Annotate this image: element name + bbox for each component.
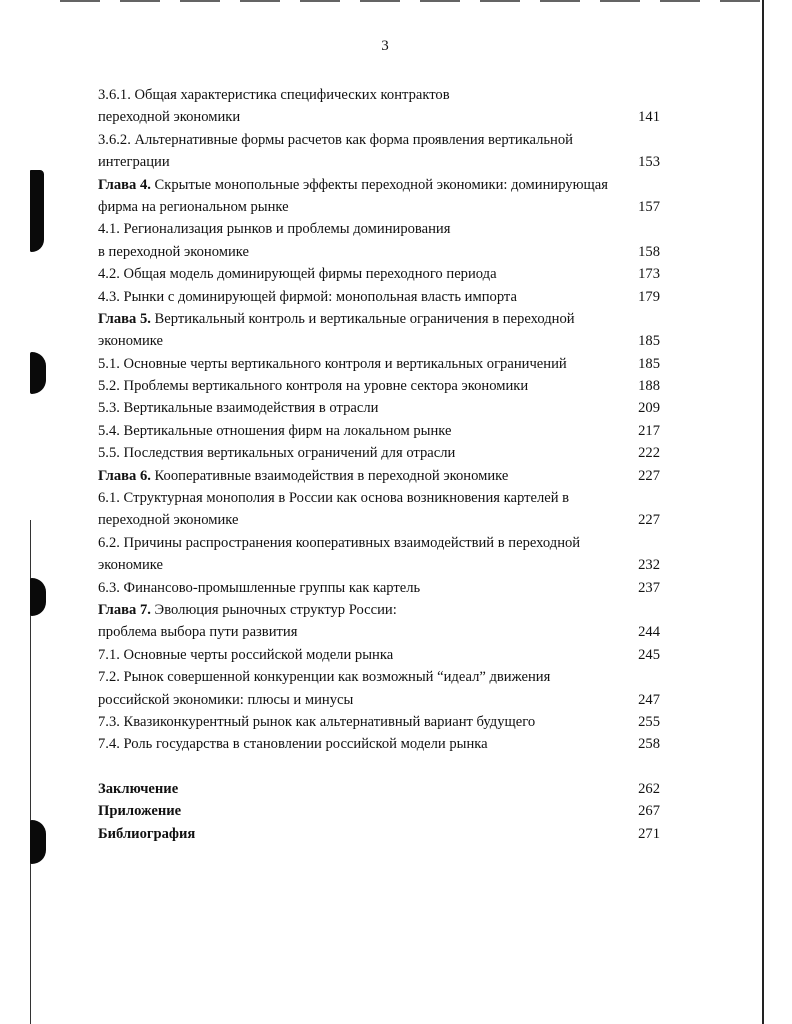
toc-title xyxy=(98,263,497,285)
page-number: 3 xyxy=(381,38,389,54)
toc-title-text: интеграции xyxy=(98,154,170,171)
toc-title xyxy=(98,509,238,531)
toc-title-text: 5.2. Проблемы вертикального контроля на уровне сектора экономики xyxy=(98,378,529,395)
toc-title xyxy=(98,577,420,599)
toc-row xyxy=(98,487,668,509)
toc-title-text: 7.3. Квазиконкурентный рынок как альтернативный вариант будущего xyxy=(98,713,536,730)
toc-title-text: экономике xyxy=(98,333,163,350)
toc-title-text: 7.2. Рынок совершенной конкуренции как возможный “идеал” движения xyxy=(98,669,551,686)
toc-title-text: 6.1. Структурная монополия в России как основа возникновения картелей в xyxy=(98,490,570,507)
toc-row xyxy=(98,151,668,173)
toc-title xyxy=(98,644,393,666)
toc-row xyxy=(98,711,668,733)
toc-title xyxy=(98,308,575,330)
toc-title xyxy=(98,621,297,643)
toc-row xyxy=(98,353,668,375)
toc-title xyxy=(98,196,289,218)
toc-title xyxy=(98,465,508,487)
toc-row xyxy=(98,509,668,531)
toc-row xyxy=(98,644,668,666)
toc-title xyxy=(98,286,517,308)
toc-title-text: Библиография xyxy=(98,825,196,842)
toc-page: 227 xyxy=(638,467,660,484)
toc-page: 188 xyxy=(638,378,660,395)
toc-title xyxy=(98,353,567,375)
toc-row-bibliography xyxy=(98,823,668,845)
toc-title xyxy=(98,375,528,397)
toc-title-text: 4.2. Общая модель доминирующей фирмы переходного периода xyxy=(98,266,497,283)
toc-title-text: в переходной экономике xyxy=(98,243,250,260)
toc-page: 158 xyxy=(638,243,660,260)
toc-title xyxy=(98,330,163,352)
toc-row xyxy=(98,465,668,487)
toc-page: 245 xyxy=(638,646,660,663)
toc-title xyxy=(98,397,378,419)
toc-row-conclusion xyxy=(98,778,668,800)
table-of-contents xyxy=(98,84,668,845)
toc-row xyxy=(98,241,668,263)
toc-title xyxy=(98,733,488,755)
toc-row xyxy=(98,106,668,128)
toc-row xyxy=(98,689,668,711)
toc-row xyxy=(98,420,668,442)
toc-title xyxy=(98,711,535,733)
toc-title xyxy=(98,218,450,240)
toc-title-text: 5.1. Основные черты вертикального контроля и вертикальных ограничений xyxy=(98,355,567,372)
toc-title xyxy=(98,689,353,711)
toc-title xyxy=(98,487,569,509)
toc-title xyxy=(98,106,240,128)
toc-page: 262 xyxy=(638,780,660,797)
toc-title-text: Заключение xyxy=(98,780,179,797)
toc-title xyxy=(98,241,249,263)
toc-page: 237 xyxy=(638,579,660,596)
toc-title-text: Кооперативные взаимодействия в переходной экономике xyxy=(150,467,509,484)
toc-title xyxy=(98,151,170,173)
toc-page: 227 xyxy=(638,512,660,529)
toc-row xyxy=(98,263,668,285)
toc-page: 185 xyxy=(638,333,660,350)
toc-row xyxy=(98,174,668,196)
toc-title-text: экономике xyxy=(98,557,163,574)
toc-title xyxy=(98,174,608,196)
toc-row xyxy=(98,554,668,576)
toc-page: 258 xyxy=(638,736,660,753)
binder-hole-4 xyxy=(30,820,46,864)
toc-page: 157 xyxy=(638,198,660,215)
toc-row xyxy=(98,532,668,554)
toc-row xyxy=(98,577,668,599)
scan-top-edge xyxy=(60,0,760,2)
toc-row xyxy=(98,84,668,106)
toc-page: 232 xyxy=(638,557,660,574)
toc-title-text: 3.6.1. Общая характеристика специфических контрактов xyxy=(98,87,450,103)
toc-title-text: Скрытые монопольные эффекты переходной экономики: доминирующая xyxy=(150,176,608,193)
toc-page: 153 xyxy=(638,154,660,171)
binder-hole-3 xyxy=(30,578,46,616)
toc-row xyxy=(98,129,668,151)
toc-title-text: 3.6.2. Альтернативные формы расчетов как форма проявления вертикальной xyxy=(98,131,573,148)
binder-hole-2 xyxy=(30,352,46,394)
toc-page: 247 xyxy=(638,691,660,708)
toc-title-text: Эволюция рыночных структур России: xyxy=(150,601,397,618)
toc-chapter-label: Глава 7. xyxy=(98,601,151,618)
toc-page: 217 xyxy=(638,422,660,439)
toc-page: 141 xyxy=(638,109,660,126)
toc-row xyxy=(98,286,668,308)
toc-row xyxy=(98,218,668,240)
toc-main-list xyxy=(98,84,668,756)
toc-chapter-label: Глава 6. xyxy=(98,467,151,484)
toc-back-matter xyxy=(98,778,668,845)
toc-title-text: переходной экономике xyxy=(98,512,239,529)
toc-chapter-label: Глава 5. xyxy=(98,310,151,327)
toc-title-text: 5.4. Вертикальные отношения фирм на локальном рынке xyxy=(98,422,452,439)
toc-page: 179 xyxy=(638,288,660,305)
toc-row-appendix xyxy=(98,800,668,822)
toc-title xyxy=(98,129,573,151)
toc-title-text: российской экономики: плюсы и минусы xyxy=(98,691,354,708)
toc-title xyxy=(98,420,451,442)
toc-title-text: 7.4. Роль государства в становлении российской модели рынка xyxy=(98,736,488,753)
toc-title xyxy=(98,84,450,106)
toc-title-text: 6.2. Причины распространения кооперативных взаимодействий в переходной xyxy=(98,534,581,551)
toc-title-text: переходной экономики xyxy=(98,109,241,126)
toc-page: 209 xyxy=(638,400,660,417)
toc-row xyxy=(98,308,668,330)
toc-page: 244 xyxy=(638,624,660,641)
toc-title xyxy=(98,442,455,464)
toc-chapter-label: Глава 4. xyxy=(98,176,151,193)
scan-right-edge xyxy=(762,0,764,1024)
toc-row xyxy=(98,330,668,352)
toc-title-text: Вертикальный контроль и вертикальные ограничения в переходной xyxy=(150,310,575,327)
toc-title-text: фирма на региональном рынке xyxy=(98,198,289,215)
toc-title-text: 4.1. Регионализация рынков и проблемы доминирования xyxy=(98,221,451,238)
toc-title-text: 6.3. Финансово-промышленные группы как картель xyxy=(98,579,421,596)
toc-title-text: 5.3. Вертикальные взаимодействия в отрасли xyxy=(98,400,379,417)
toc-row xyxy=(98,621,668,643)
toc-title-text: 7.1. Основные черты российской модели рынка xyxy=(98,646,394,663)
toc-page: 173 xyxy=(638,266,660,283)
toc-row xyxy=(98,397,668,419)
toc-page: 222 xyxy=(638,445,660,462)
toc-page: 271 xyxy=(638,825,660,842)
binder-hole-1 xyxy=(30,170,44,252)
toc-title xyxy=(98,666,550,688)
toc-row xyxy=(98,733,668,755)
toc-title xyxy=(98,532,580,554)
toc-title-text: Приложение xyxy=(98,803,182,820)
toc-title xyxy=(98,599,397,621)
toc-row xyxy=(98,442,668,464)
toc-row xyxy=(98,666,668,688)
toc-page: 267 xyxy=(638,803,660,820)
toc-title-text: 4.3. Рынки с доминирующей фирмой: монопольная власть импорта xyxy=(98,288,517,305)
toc-page: 255 xyxy=(638,713,660,730)
toc-row xyxy=(98,375,668,397)
toc-row xyxy=(98,599,668,621)
section-gap xyxy=(98,756,668,778)
toc-title xyxy=(98,554,163,576)
toc-page: 185 xyxy=(638,355,660,372)
toc-row xyxy=(98,196,668,218)
toc-title-text: проблема выбора пути развития xyxy=(98,624,298,641)
toc-title-text: 5.5. Последствия вертикальных ограничений для отрасли xyxy=(98,445,456,462)
